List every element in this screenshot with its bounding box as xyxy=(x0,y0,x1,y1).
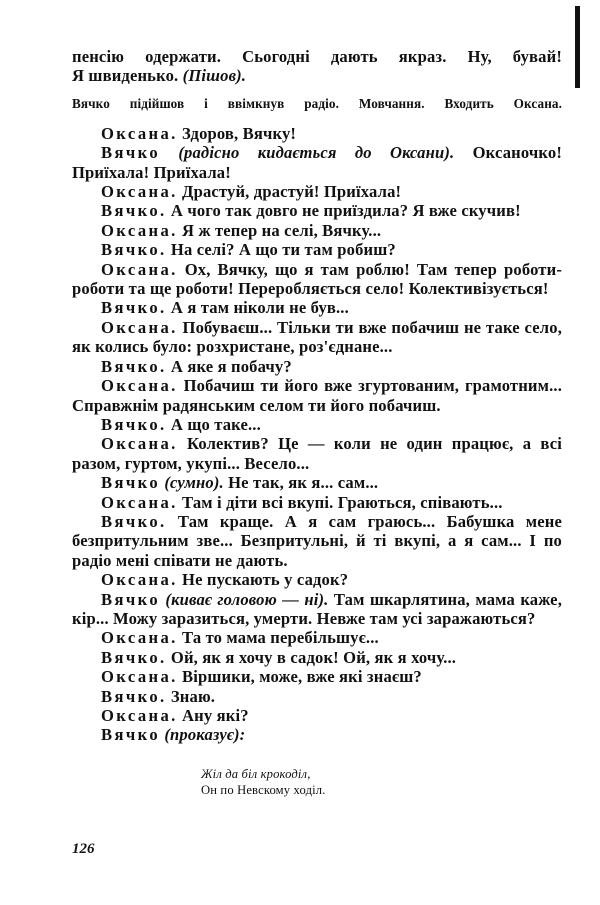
dialogue-line xyxy=(72,318,562,357)
dialogue-line xyxy=(72,667,562,686)
speech-text: Там шкарлятина, мама каже, кір... Можу заразиться, умерти. Невже там усі заражаються? xyxy=(72,589,562,628)
dialogue-line xyxy=(72,260,562,299)
dialogue-line xyxy=(72,415,562,434)
speaker-name: Оксана. xyxy=(101,259,178,279)
dialogue-line xyxy=(72,124,562,143)
dialogue-list xyxy=(72,124,562,745)
verse xyxy=(201,766,562,799)
dialogue-line xyxy=(72,376,562,415)
dialogue-line xyxy=(72,143,562,182)
speech-text: Знаю. xyxy=(166,686,216,706)
dialogue-line xyxy=(72,473,562,492)
continuation-line-1 xyxy=(72,47,562,66)
dialogue-line xyxy=(72,628,562,647)
speech-text: Побачиш ти його вже згуртованим, грамотним... Справжнім радянським селом ти його побачиш. xyxy=(72,376,562,415)
speech-text: Я ж тепер на селі, Вячку... xyxy=(177,220,382,240)
speaker-name: Оксана. xyxy=(101,434,178,454)
speaker-name: Оксана. xyxy=(101,220,178,240)
speech-text: А чого так довго не приїздила? Я вже скучив! xyxy=(166,201,521,221)
continuation-line-2 xyxy=(72,66,562,85)
speaker-name: Вячко xyxy=(101,589,161,609)
speech-text: А я там ніколи не був... xyxy=(166,298,349,318)
speaker-name: Вячко xyxy=(101,143,161,163)
speaker-name: Вячко. xyxy=(101,686,167,706)
dialogue-line xyxy=(72,648,562,667)
dialogue-line xyxy=(72,725,562,744)
speech-text: Ану які? xyxy=(177,706,249,725)
speaker-name: Вячко. xyxy=(101,647,167,667)
page-text xyxy=(72,47,562,799)
stage-direction-inline: (сумно). xyxy=(160,473,224,493)
speaker-name: Оксана. xyxy=(101,123,178,143)
dialogue-line xyxy=(72,221,562,240)
stage-direction-exit: (Пішов). xyxy=(182,66,247,86)
dialogue-line xyxy=(72,182,562,201)
speaker-name: Оксана. xyxy=(101,376,178,396)
dialogue-line xyxy=(72,201,562,220)
stage-direction: Вячко підійшов і ввімкнув радіо. Мовчання. Входить Оксана. xyxy=(72,95,562,111)
dialogue-line xyxy=(72,590,562,629)
speech-text: Не так, як я... сам... xyxy=(223,473,379,493)
speaker-name: Вячко. xyxy=(101,511,167,531)
stage-direction-inline: (радісно кидається до Оксани). xyxy=(160,143,455,163)
dialogue-line xyxy=(72,706,562,725)
speech-text: Оксаночко! Приїхала! Приїхала! xyxy=(72,143,563,182)
speaker-name: Оксана. xyxy=(101,570,178,590)
dialogue-line xyxy=(72,240,562,259)
stage-direction-inline: (киває головою — ні). xyxy=(160,589,329,609)
speech-text: Там краще. А я сам граюсь... Бабушка мене безпритульним зве... Безпритульні, й ті вкупі, а я сам... І по радіо мені співати не дають. xyxy=(72,511,562,570)
speaker-name: Оксана. xyxy=(101,492,178,512)
speaker-name: Оксана. xyxy=(101,182,178,202)
verse-line-1: Жіл да біл крокоділ, xyxy=(201,766,311,781)
continuation-text-2: Я швиденько. xyxy=(72,66,183,86)
speech-text: Колектив? Це — коли не один працює, а всі разом, гуртом, укупі... Весело... xyxy=(72,434,562,473)
dialogue-line xyxy=(72,512,562,570)
speaker-name: Вячко. xyxy=(101,356,167,376)
verse-line-2: Он по Невскому ходіл. xyxy=(201,783,326,798)
speaker-name: Вячко xyxy=(101,473,161,493)
dialogue-line xyxy=(72,570,562,589)
speaker-name: Вячко. xyxy=(101,240,167,260)
speech-text: Здоров, Вячку! xyxy=(177,123,297,143)
speech-text: Побуваєш... Тільки ти вже побачиш не таке село, як колись було: розхристане, роз'єднане... xyxy=(72,317,562,357)
speech-text: Віршики, може, вже які знаєш? xyxy=(177,667,422,687)
speech-text: Драстуй, драстуй! Приїхала! xyxy=(177,182,402,202)
dialogue-line xyxy=(72,434,562,473)
speech-text: На селі? А що ти там робиш? xyxy=(166,240,396,260)
dialogue-line xyxy=(72,687,562,706)
speech-text: А що таке... xyxy=(166,414,261,434)
speaker-name: Вячко. xyxy=(101,298,167,318)
page-number: 126 xyxy=(72,841,95,857)
speaker-name: Оксана. xyxy=(101,317,178,337)
dialogue-line xyxy=(72,493,562,512)
speech-text: Не пускають у садок? xyxy=(177,570,349,590)
speech-text: А яке я побачу? xyxy=(166,356,292,376)
speaker-name: Вячко. xyxy=(101,201,167,221)
page-edge-bar xyxy=(575,6,580,88)
speech-text: Ой, як я хочу в садок! Ой, як я хочу... xyxy=(166,647,457,667)
dialogue-line xyxy=(72,298,562,317)
speaker-name: Вячко. xyxy=(101,414,167,434)
speaker-name: Оксана. xyxy=(101,706,178,725)
speaker-name: Оксана. xyxy=(101,667,178,687)
dialogue-line xyxy=(72,357,562,376)
stage-direction-inline: (проказує): xyxy=(160,725,246,745)
continuation-text: пенсію одержати. Сьогодні дають якраз. Ну, бувай! xyxy=(72,47,562,66)
speech-text: Та то мама перебільшує... xyxy=(177,628,379,648)
speech-text: Ох, Вячку, що я там роблю! Там тепер роботи-роботи та ще роботи! Переробляється село! Колективізується! xyxy=(72,259,562,299)
speaker-name: Вячко xyxy=(101,725,161,745)
speech-text: Там і діти всі вкупі. Граються, співають... xyxy=(177,492,503,512)
speaker-name: Оксана. xyxy=(101,628,178,648)
